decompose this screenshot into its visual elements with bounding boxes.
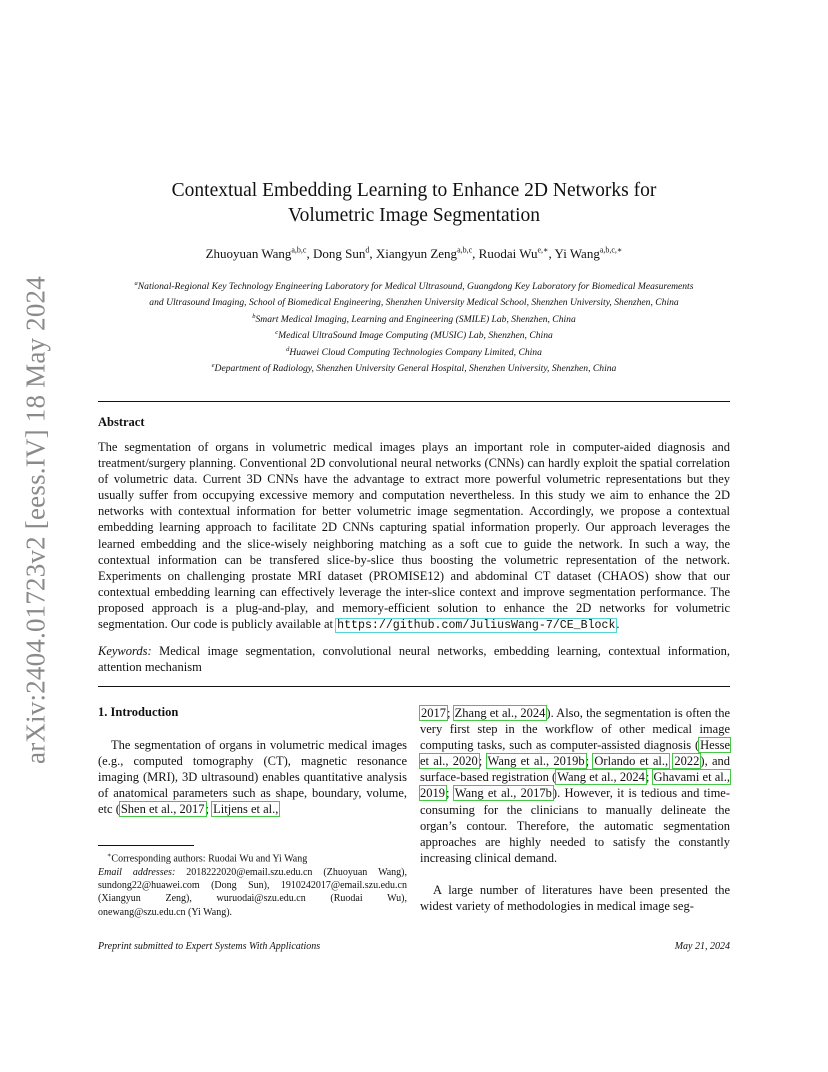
footer-journal: Preprint submitted to Expert Systems With Applications (98, 941, 321, 952)
footnote-corresponding: ∗Corresponding authors: Ruodai Wu and Yi Wang (107, 852, 308, 865)
abstract-bottom-rule (98, 686, 730, 687)
citation-link[interactable]: Litjens et al., (213, 802, 279, 817)
author: Zhuoyuan Wang$^{a,b,c}$, (205, 246, 313, 262)
keywords-label: Keywords: (98, 644, 152, 658)
footnote-rule (98, 845, 194, 846)
right-column (420, 705, 730, 914)
footer-date: May 21, 2024 (674, 941, 730, 952)
author: Dong Sun$^d$, (312, 246, 376, 262)
author: Ruodai $Wu^{e,∗}$, (478, 246, 555, 262)
footnote-emails: Email addresses: 2018222020@email.szu.edu.cn (Zhuoyuan Wang), sundong22@huawei.com (Dong Sun), 1910242017@email.szu.edu.cn (Xiangyun Zeng), wuruodai@szu.edu.cn (Ruodai Wu), onewang@szu.edu.cn (Yi Wang). (98, 866, 407, 918)
author: Yi Wang$^{a,b,c,∗}$ (554, 246, 623, 262)
intro-paragraph-1-continued: 2017; Zhang et al., 2024). Also, the segmentation is often the very first step in the workflow of other medical image computing tasks, such as computer-assisted diagnosis (Hesse et al., 2020; Wang et al., 2019b; Orlando et al., 2022), and surface-based registration (Wang et al., 2024; Ghavami et al., 2019; Wang et al., 2017b). However, it is tedious and time-consuming for the clinicians to manually delineate the organ’s contour. Therefore, the automatic segmentation approaches are highly needed to satisfy the constantly increasing clinical demand. (420, 706, 730, 865)
affiliation-line: $^d$Huawei Cloud Computing Technologies Company Limited, China (286, 345, 542, 358)
title-line-2: Volumetric Image Segmentation (288, 205, 540, 226)
affiliation-line: $^b$Smart Medical Imaging, Learning and Engineering (SMILE) Lab, Shenzhen, China (252, 312, 576, 325)
code-url-link[interactable]: https://github.com/JuliusWang-7/CE_Block (337, 619, 616, 633)
abstract-top-rule (98, 401, 730, 402)
affiliation-line: and Ultrasound Imaging, School of Biomedical Engineering, Shenzhen University Medical School, Shenzhen University, Shenzhen, China (149, 297, 679, 309)
left-column (98, 705, 407, 817)
intro-paragraph-2: A large number of literatures have been presented the widest variety of methodologies in medical image seg- (420, 882, 730, 914)
citation-link[interactable]: 2022 (674, 754, 700, 769)
abstract-heading: Abstract (98, 415, 145, 429)
affiliation-line: $^c$Medical UltraSound Image Computing (MUSIC) Lab, Shenzhen, China (275, 329, 553, 342)
citation-link[interactable]: Hesse et al., 2020 (420, 738, 730, 769)
citation-link[interactable]: Ghavami et al., 2019 (420, 770, 730, 801)
abstract-text: The segmentation of organs in volumetric medical images plays an important role in computer-aided diagnosis and treatment/surgery planning. Conventional 2D convolutional neural networks (CNNs) can hardly exploit the spatial correlation of volumetric data. Current 3D CNNs have the advantage to extract more powerful volumetric representations but they usually suffer from occupying excessive memory and computation nevertheless. In this study we aim to enhance the 2D networks with contextual information for better volumetric image segmentation. Accordingly, we propose a contextual embedding learning approach to facilitate 2D CNNs capturing spatial information properly. Our approach leverages the learned embedding and the slice-wisely neighboring matching as a soft cue to guide the network. In such a way, the contextual information can be transfered slice-by-slice thus boosting the volumetric representation of the network. Experiments on challenging prostate MRI dataset (PROMISE12) and abdominal CT dataset (CHAOS) show that our contextual embedding learning can effectively leverage the inter-slice context and improve segmentation performance. The proposed approach is a plug-and-play, and memory-efficient solution to enhance the 2D networks for volumetric segmentation. Our code is publicly available at https://github.com/JuliusWang-7/CE_Block. (98, 440, 730, 633)
title-line-1: Contextual Embedding Learning to Enhance 2D Networks for (171, 180, 657, 201)
author: Xiangyun Zeng$^{a,b,c}$, (375, 246, 479, 262)
citation-link[interactable]: Wang et al., 2017b (454, 786, 552, 801)
intro-paragraph-1: The segmentation of organs in volumetric medical images (e.g., computed tomography (CT), magnetic resonance imaging (MRI), 3D ultrasound) enables quantitative analysis of anatomical parameters such as shape, boundary, volume, etc (Shen et al., 2017; Litjens et al., (98, 738, 407, 817)
citation-link[interactable]: Wang et al., 2024 (557, 770, 645, 785)
arxiv-stamp: arXiv:2404.01723v2 [eess.IV] 18 May 2024 (20, 276, 51, 764)
citation-link[interactable]: 2017 (421, 706, 446, 720)
paper-title (98, 178, 730, 228)
section-heading-introduction: 1. Introduction (98, 705, 179, 719)
citation-link[interactable]: Orlando et al., (594, 754, 669, 769)
author-list (98, 246, 730, 262)
keywords (98, 643, 730, 675)
citation-link[interactable]: Shen et al., 2017 (120, 802, 205, 817)
footnote (98, 849, 407, 919)
affiliation-line: $^e$Department of Radiology, Shenzhen University General Hospital, Shenzhen University, Shenzhen, China (211, 361, 617, 375)
keywords-text: Medical image segmentation, convolutional neural networks, embedding learning, contextual information, attention mechanism (98, 644, 730, 675)
citation-link[interactable]: Wang et al., 2019b (487, 754, 585, 769)
affiliation-line: $^a$National-Regional Key Technology Engineering Laboratory for Medical Ultrasound, Guangdong Key Laboratory for Biomedical Measurements (134, 280, 694, 293)
affiliations (98, 277, 730, 375)
citation-link[interactable]: Zhang et al., 2024 (454, 706, 546, 720)
